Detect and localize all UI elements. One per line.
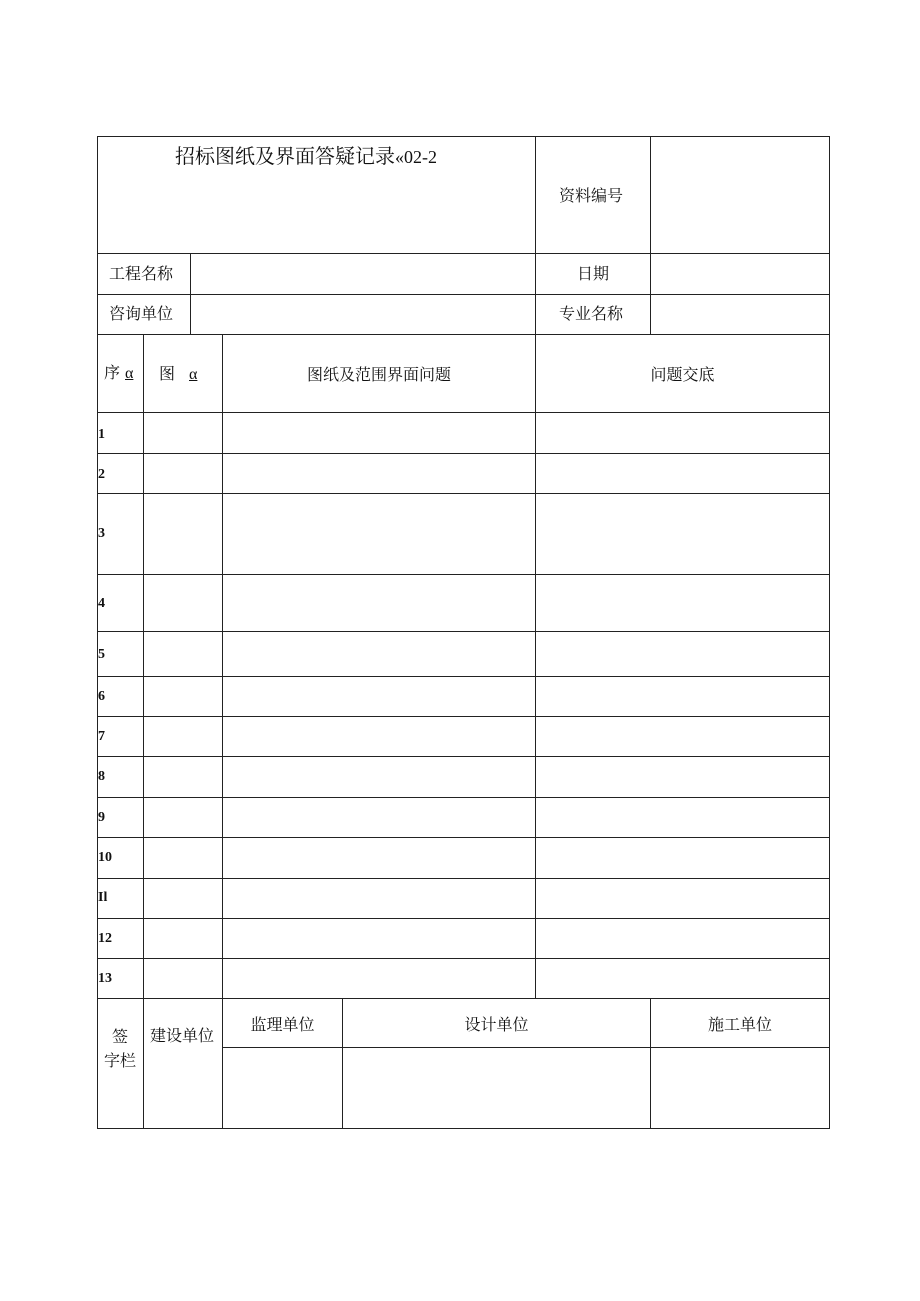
drawing-label: 图	[159, 364, 176, 383]
row-divider	[97, 412, 830, 413]
column-divider	[190, 253, 191, 334]
designer-unit-label	[343, 999, 650, 1047]
contractor-unit-label	[651, 999, 829, 1047]
row-divider	[97, 878, 830, 879]
signature-subdivider	[222, 1047, 830, 1048]
supervisor-unit-text: 监理单位	[250, 1016, 315, 1034]
answer-header-text: 问题交底	[650, 365, 715, 384]
row-number-4: 4	[98, 596, 105, 611]
row-divider	[97, 253, 830, 254]
row-number-13: 13	[98, 971, 112, 986]
specialty-value[interactable]	[660, 306, 820, 324]
column-header-sequence	[104, 365, 133, 382]
supervisor-unit-label	[223, 999, 342, 1047]
column-divider	[650, 136, 651, 334]
row-divider	[97, 574, 830, 575]
column-divider	[143, 334, 144, 1129]
row-divider	[97, 918, 830, 919]
row-divider	[97, 493, 830, 494]
row-divider	[97, 756, 830, 757]
designer-unit-text: 设计单位	[464, 1016, 529, 1034]
row-number-2: 2	[98, 467, 105, 482]
form-title: 招标图纸及界面答疑记录	[175, 144, 395, 168]
row-divider	[97, 797, 830, 798]
row-divider	[97, 453, 830, 454]
row-number-12: 12	[98, 931, 112, 946]
form-frame	[97, 136, 830, 1129]
signature-section-label-bottom: 字栏	[104, 1051, 137, 1070]
owner-unit-label: 建设单位	[150, 1026, 215, 1045]
column-header-drawing	[159, 366, 197, 383]
row-number-1: 1	[98, 427, 105, 442]
consult-unit-value[interactable]	[200, 306, 520, 324]
specialty-label: 专业名称	[559, 304, 624, 323]
date-label: 日期	[577, 264, 610, 283]
row-divider	[97, 958, 830, 959]
sequence-label: 序	[104, 363, 121, 382]
row-number-7: 7	[98, 729, 105, 744]
doc-number-value[interactable]	[660, 188, 820, 206]
project-name-label: 工程名称	[109, 264, 174, 283]
form-code: «02-2	[395, 147, 437, 167]
project-name-value[interactable]	[200, 266, 520, 284]
row-number-5: 5	[98, 647, 105, 662]
row-number-3: 3	[98, 526, 105, 541]
row-number-9: 9	[98, 810, 105, 825]
row-number-8: 8	[98, 769, 105, 784]
contractor-unit-text: 施工单位	[707, 1016, 772, 1034]
column-header-answer	[536, 335, 829, 412]
consult-unit-label: 咨询单位	[109, 304, 174, 323]
signature-section-label-top: 签	[112, 1027, 129, 1046]
row-divider	[97, 294, 830, 295]
doc-number-label: 资料编号	[559, 186, 624, 205]
row-divider	[97, 837, 830, 838]
date-value[interactable]	[660, 266, 820, 284]
column-header-issue	[223, 335, 535, 412]
row-divider	[97, 631, 830, 632]
form-title-line	[175, 146, 437, 166]
issue-header-text: 图纸及范围界面问题	[306, 365, 451, 384]
column-divider	[535, 136, 536, 998]
sequence-mark: α	[125, 365, 134, 382]
row-divider	[97, 716, 830, 717]
row-number-6: 6	[98, 689, 105, 704]
row-number-11: Il	[98, 890, 108, 905]
row-divider	[97, 676, 830, 677]
drawing-mark: α	[189, 366, 198, 383]
row-number-10: 10	[98, 850, 112, 865]
